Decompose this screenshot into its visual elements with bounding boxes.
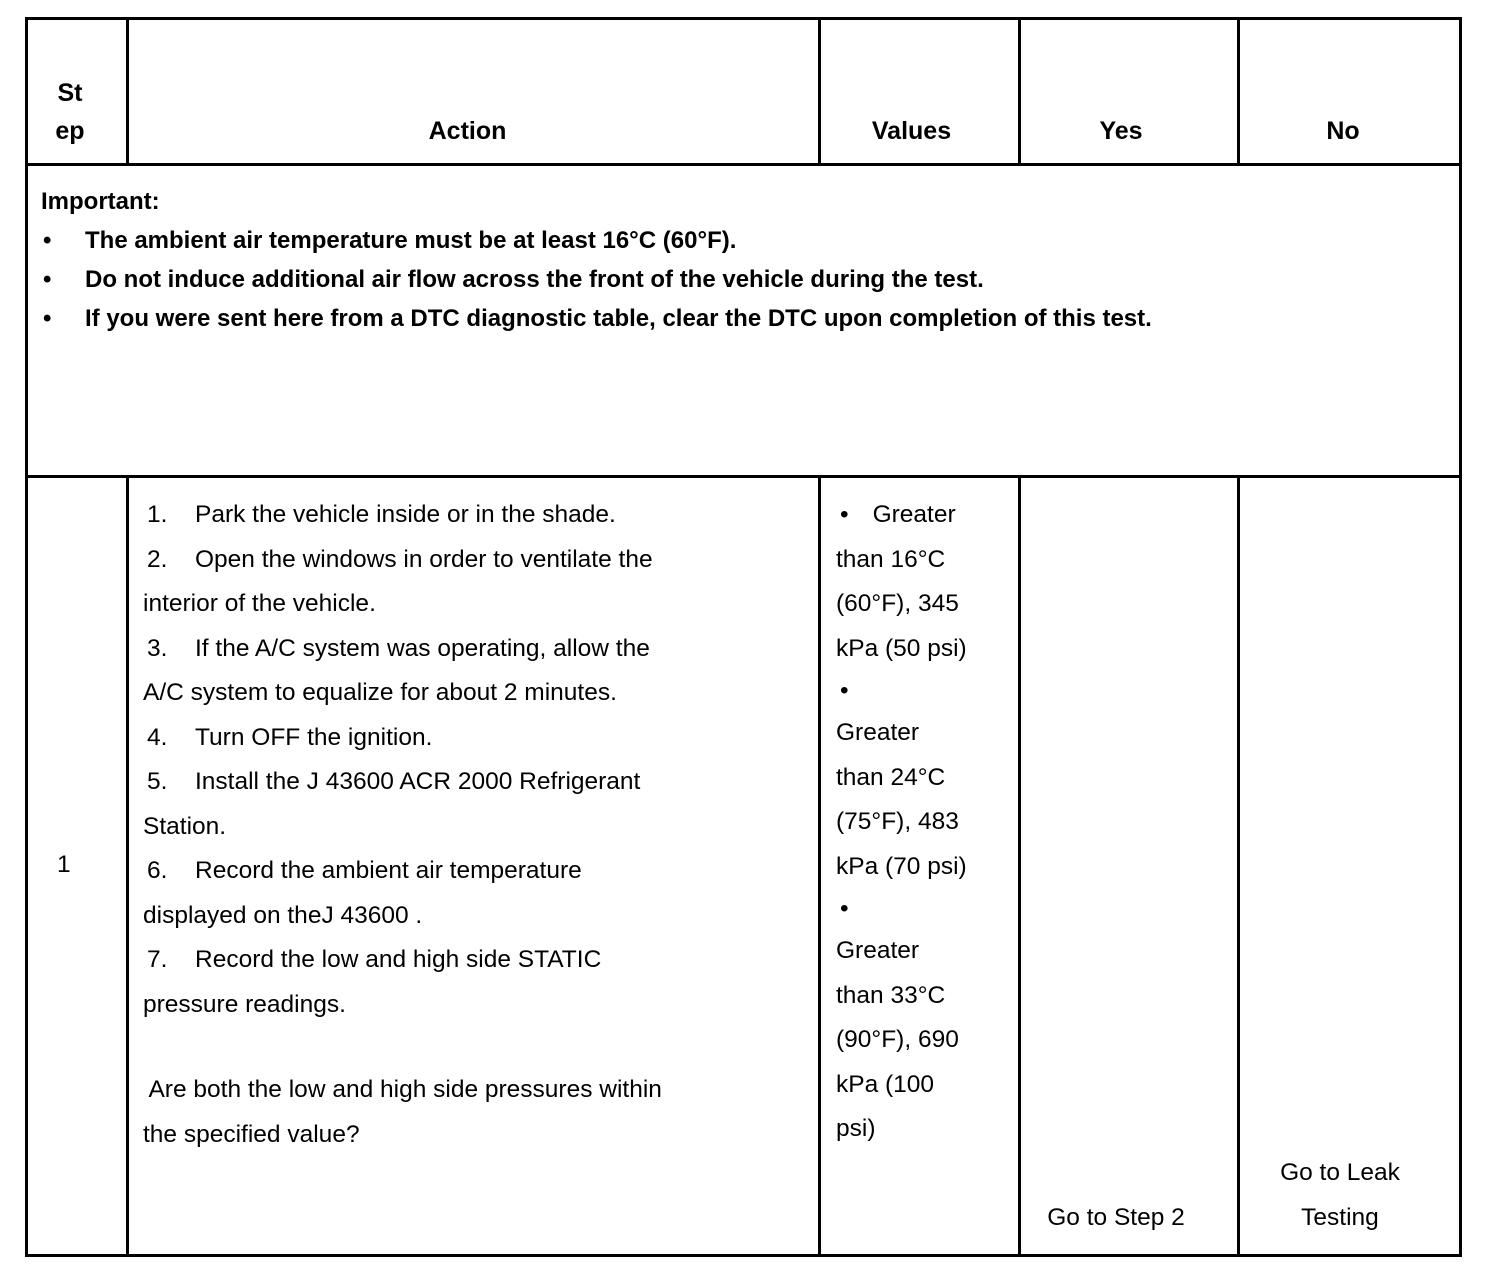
header-values: Values xyxy=(871,117,952,145)
bullet-icon: • xyxy=(43,227,52,254)
important-title: Important: xyxy=(41,188,160,215)
action-step xyxy=(143,538,813,583)
value-line: Greater xyxy=(836,719,920,746)
value-line: than 24°C xyxy=(836,763,946,791)
header-action: Action xyxy=(428,117,507,145)
action-step-num: 6. xyxy=(147,857,168,884)
no-line2: Testing xyxy=(1301,1203,1379,1231)
row1-step-number: 1 xyxy=(57,851,71,878)
row1-divider-step xyxy=(126,475,129,1257)
action-step-cont: displayed on theJ 43600 . xyxy=(143,901,423,929)
value-line: psi) xyxy=(836,1115,876,1142)
no-line1: Go to Leak xyxy=(1280,1159,1400,1186)
action-step-cont: Station. xyxy=(143,812,227,840)
row1-values xyxy=(836,493,1016,1152)
value-item xyxy=(836,493,1016,538)
action-step-num: 5. xyxy=(147,768,168,795)
value-line: Greater xyxy=(836,937,920,964)
action-step-num: 7. xyxy=(147,946,168,973)
action-step xyxy=(143,493,813,538)
action-step-num: 3. xyxy=(147,634,168,662)
action-step-cont: A/C system to equalize for about 2 minutes. xyxy=(143,679,617,706)
bullet-icon: • xyxy=(840,501,849,528)
action-step-text: Record the low and high side STATIC xyxy=(195,946,602,973)
action-step xyxy=(143,760,813,805)
bullet-icon: • xyxy=(840,895,849,922)
value-line: kPa (70 psi) xyxy=(836,852,967,880)
action-step xyxy=(143,849,813,894)
row1-yes: Go to Step 2 xyxy=(1047,1204,1185,1231)
header-divider xyxy=(25,163,1462,166)
action-step-text: If the A/C system was operating, allow the xyxy=(195,634,650,662)
bullet-icon: • xyxy=(840,677,849,704)
bullet-icon: • xyxy=(43,305,52,332)
action-step xyxy=(143,938,813,983)
value-line: Greater xyxy=(872,501,956,528)
value-line: than 33°C xyxy=(836,981,946,1009)
important-divider xyxy=(25,475,1462,478)
action-step-text: Record the ambient air temperature xyxy=(195,857,582,884)
action-step xyxy=(143,716,813,761)
row1-divider-values xyxy=(1018,475,1021,1257)
question-line1: Are both the low and high side pressures within xyxy=(143,1076,662,1103)
important-item-text: Do not induce additional air flow across the front of the vehicle during the test. xyxy=(85,266,984,293)
action-step-text: Turn OFF the ignition. xyxy=(195,723,433,751)
bullet-icon: • xyxy=(43,266,52,293)
header-yes: Yes xyxy=(1099,117,1143,145)
action-step xyxy=(143,627,813,672)
action-step-cont: pressure readings. xyxy=(143,990,346,1018)
value-line: (60°F), 345 xyxy=(836,590,959,617)
action-step-text: Open the windows in order to ventilate the xyxy=(195,545,653,573)
header-no: No xyxy=(1326,117,1360,145)
action-step-text: Install the J 43600 ACR 2000 Refrigerant xyxy=(195,768,641,795)
header-step-line1: St xyxy=(57,79,83,107)
row1-no xyxy=(1240,1151,1440,1240)
important-item xyxy=(41,221,1441,260)
action-step-cont: interior of the vehicle. xyxy=(143,590,376,617)
important-item xyxy=(41,299,1441,338)
spacer xyxy=(143,1027,813,1068)
value-line: kPa (50 psi) xyxy=(836,634,967,662)
action-step-text: Park the vehicle inside or in the shade. xyxy=(195,501,616,528)
value-line: than 16°C xyxy=(836,545,946,573)
value-line: (90°F), 690 xyxy=(836,1026,959,1053)
important-item-text: The ambient air temperature must be at least 16°C (60°F). xyxy=(85,227,737,254)
header-step xyxy=(30,74,110,150)
row1-action xyxy=(143,493,813,1157)
question-line2: the specified value? xyxy=(143,1120,360,1148)
row1-divider-yes xyxy=(1237,475,1240,1257)
important-item-text: If you were sent here from a DTC diagnostic table, clear the DTC upon completion of this test. xyxy=(85,305,1152,332)
row1-divider-action xyxy=(818,475,821,1257)
action-step-num: 2. xyxy=(147,545,168,573)
important-item xyxy=(41,260,1441,299)
action-step-num: 4. xyxy=(147,723,168,751)
value-line: kPa (100 xyxy=(836,1070,935,1098)
important-notice xyxy=(41,182,1441,338)
header-step-line2: ep xyxy=(55,117,85,145)
action-step-num: 1. xyxy=(147,501,168,528)
value-line: (75°F), 483 xyxy=(836,808,959,835)
